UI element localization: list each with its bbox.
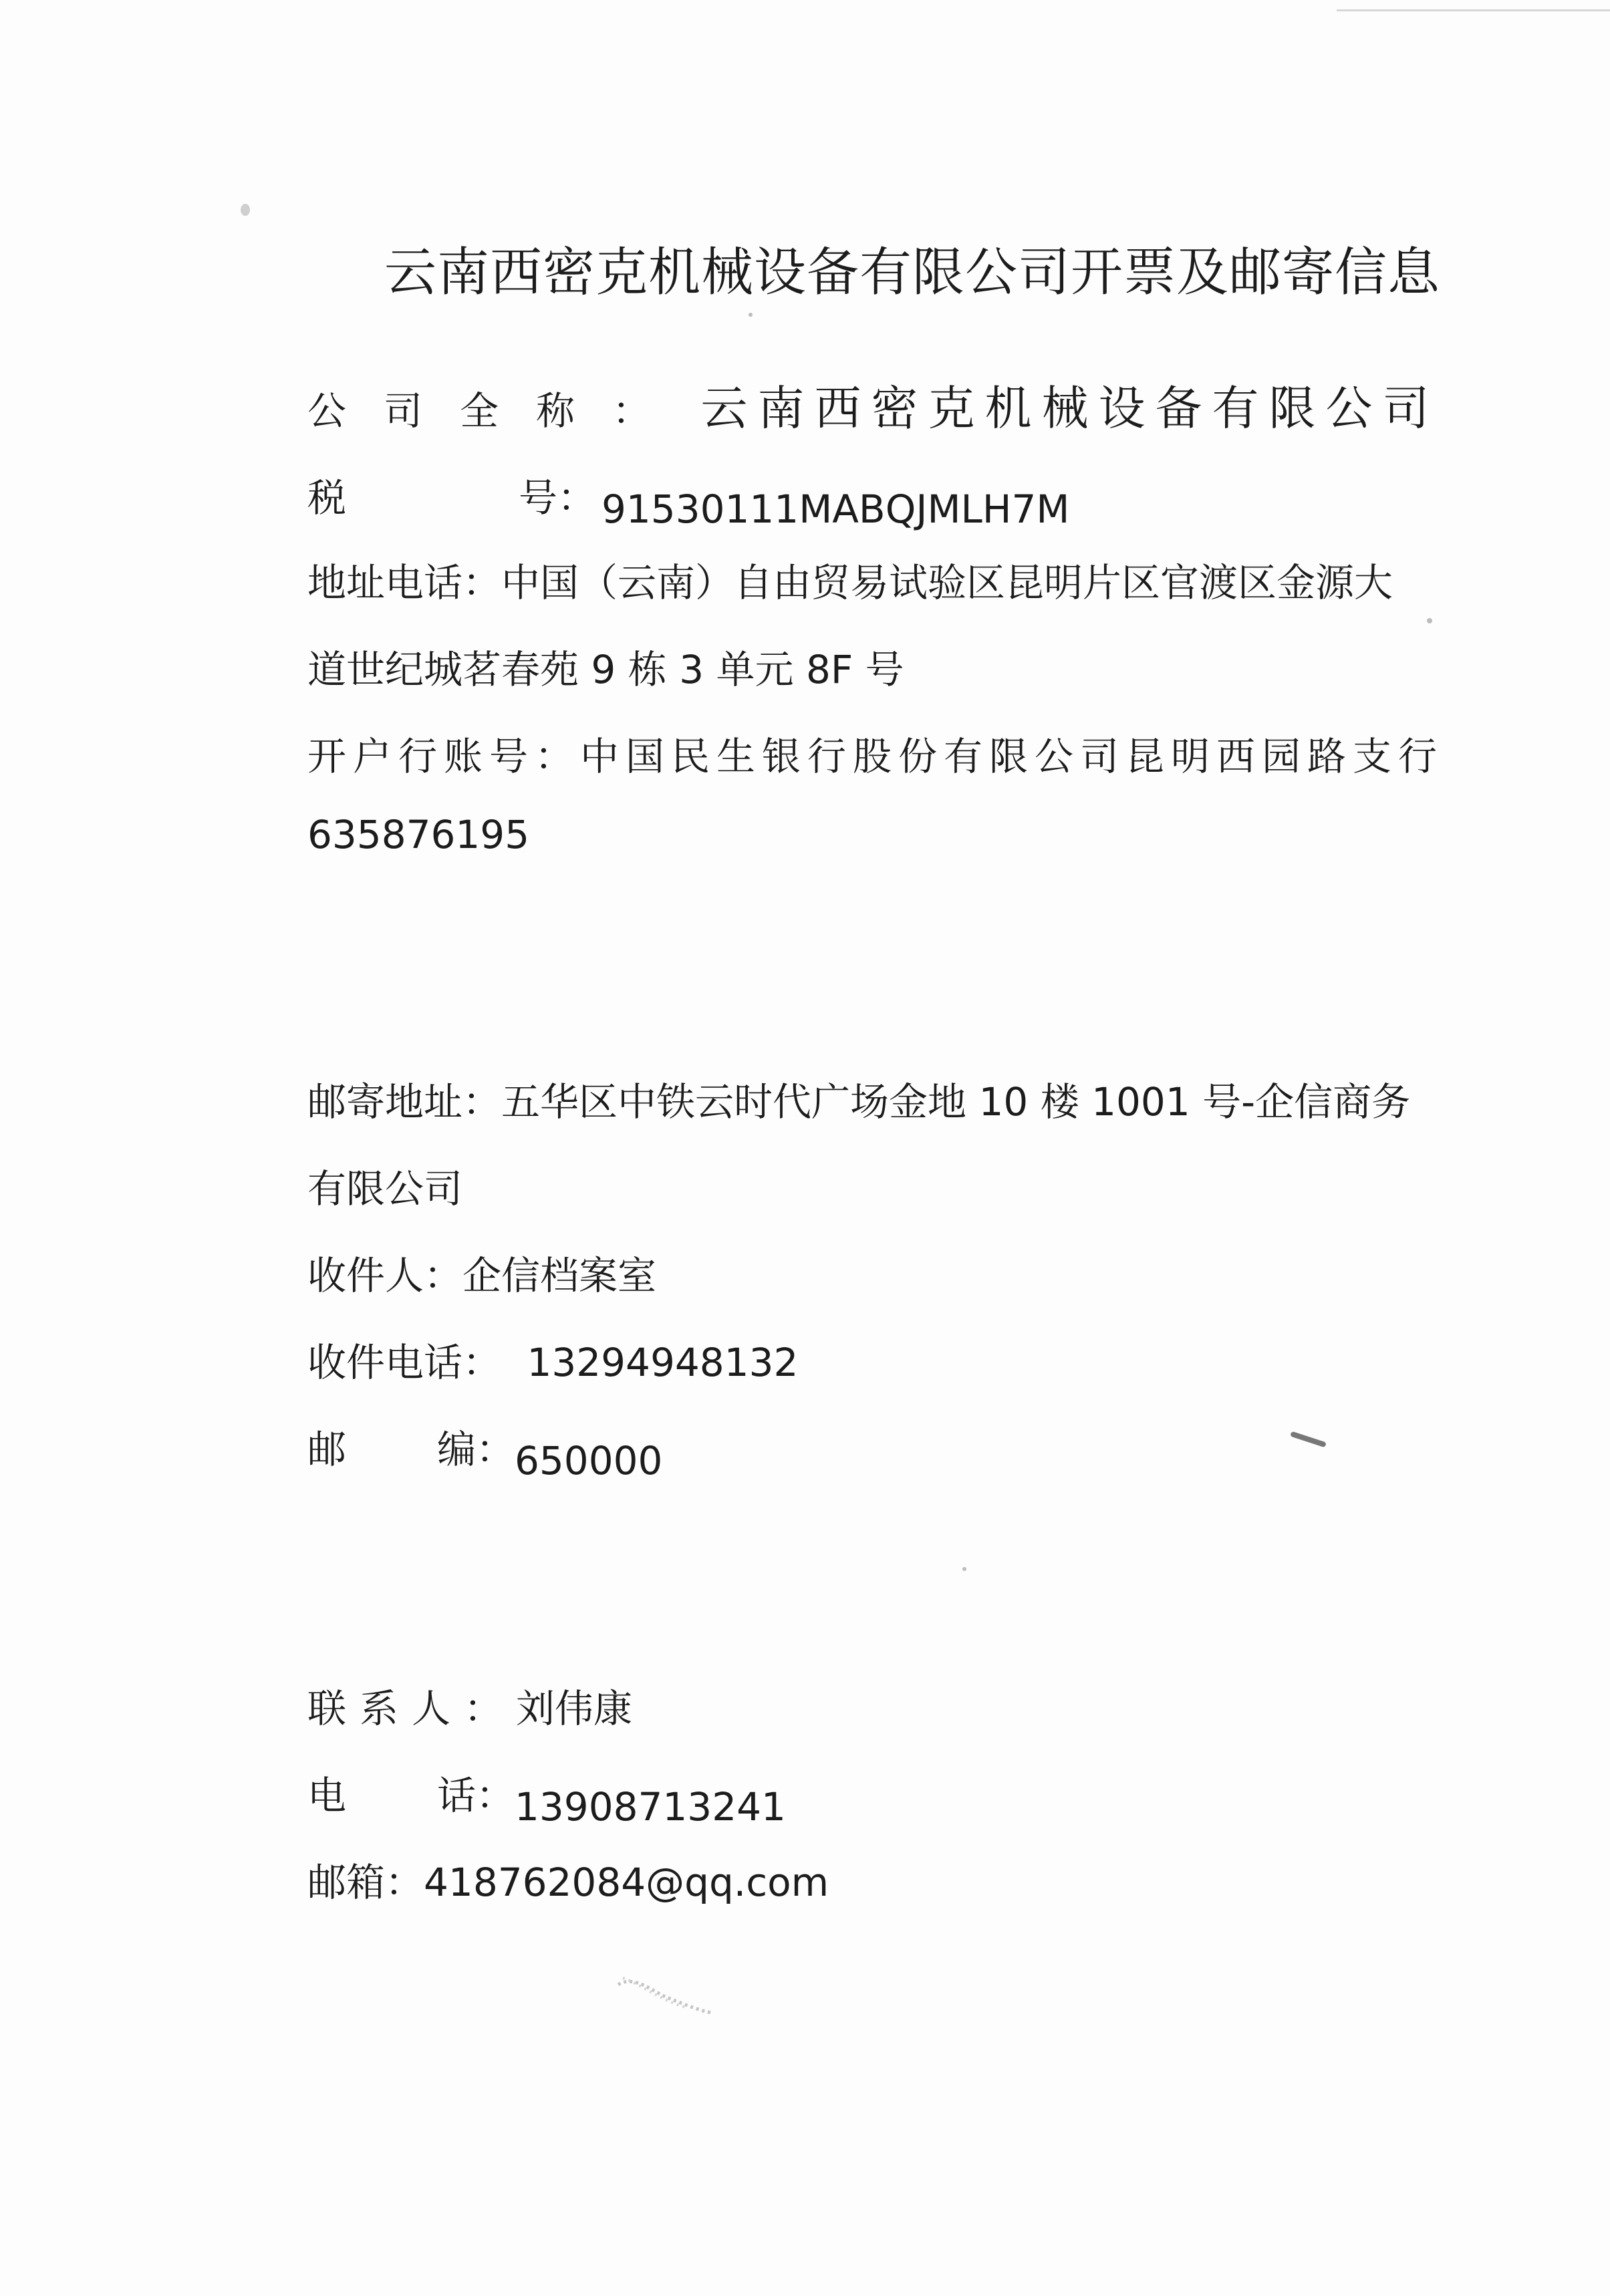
- mailing-address-continuation: [307, 1157, 462, 1213]
- scan-speck: [1427, 618, 1432, 623]
- contact-email-row: [307, 1851, 829, 1907]
- scan-speck: [962, 1567, 966, 1571]
- address-phone-continuation: [307, 638, 904, 694]
- bank-account-row: [307, 725, 1444, 781]
- contact-phone-value: 13908713241: [515, 1784, 786, 1830]
- recipient-phone-row: [307, 1331, 798, 1387]
- bank-account-label: 开户行账号：: [307, 734, 581, 779]
- postcode-row: [307, 1418, 662, 1483]
- contact-email-label: 邮箱：: [307, 1860, 424, 1905]
- address-phone-value-line1: 中国（云南）自由贸易试验区昆明片区官渡区金源大: [501, 560, 1393, 605]
- mailing-address-label: 邮寄地址：: [307, 1079, 502, 1125]
- company-name-label: 公司全称：: [307, 388, 689, 434]
- contact-email-value: 418762084@qq.com: [424, 1860, 829, 1905]
- document-title: 云南西密克机械设备有限公司开票及邮寄信息: [384, 243, 1441, 303]
- scan-edge-line: [1337, 9, 1610, 11]
- tax-label-char2: 号：: [518, 475, 596, 521]
- tax-number-row: [307, 466, 1069, 532]
- mailing-address-value-line2: 有限公司: [307, 1166, 463, 1211]
- bank-account-number-row: [307, 812, 529, 857]
- postcode-value: 650000: [515, 1438, 663, 1483]
- company-name-value: 云南西密克机械设备有限公司: [700, 381, 1440, 436]
- address-phone-row: [307, 551, 1393, 607]
- contact-phone-label-char1: 电: [307, 1773, 347, 1818]
- recipient-value: 企信档案室: [462, 1253, 657, 1298]
- mailing-address-value-line1: 五华区中铁云时代广场金地 10 楼 1001 号-企信商务: [501, 1079, 1411, 1125]
- postcode-label-char2: 编：: [436, 1427, 515, 1472]
- recipient-label: 收件人：: [307, 1253, 463, 1298]
- postcode-label: [307, 1418, 515, 1474]
- tax-label-char1: 税: [307, 475, 347, 521]
- tax-number-label: [307, 466, 601, 523]
- scan-smudge: [615, 1971, 715, 2021]
- bank-name-value: 中国民生银行股份有限公司昆明西园路支行: [580, 734, 1444, 779]
- scan-dash-mark: [1290, 1431, 1327, 1448]
- contact-person-label: 联系人：: [307, 1686, 517, 1731]
- contact-person-row: [307, 1677, 632, 1733]
- bank-account-number: 635876195: [307, 812, 530, 857]
- mailing-address-row: [307, 1070, 1410, 1127]
- recipient-phone-label: 收件电话：: [307, 1340, 502, 1385]
- contact-phone-row: [307, 1764, 786, 1830]
- postcode-label-char1: 邮: [307, 1427, 347, 1472]
- contact-person-value: 刘伟康: [516, 1686, 633, 1731]
- scan-speck: [241, 204, 250, 216]
- address-phone-label: 地址电话：: [307, 560, 502, 605]
- contact-phone-label: [307, 1764, 515, 1820]
- company-name-row: [307, 371, 1439, 438]
- contact-phone-label-char2: 话：: [436, 1773, 515, 1818]
- tax-number-value: 91530111MABQJMLH7M: [601, 486, 1070, 532]
- address-phone-value-line2: 道世纪城茗春苑 9 栋 3 单元 8F 号: [307, 647, 904, 692]
- recipient-row: [307, 1244, 656, 1300]
- scan-speck: [749, 313, 753, 317]
- recipient-phone-value: 13294948132: [527, 1340, 799, 1385]
